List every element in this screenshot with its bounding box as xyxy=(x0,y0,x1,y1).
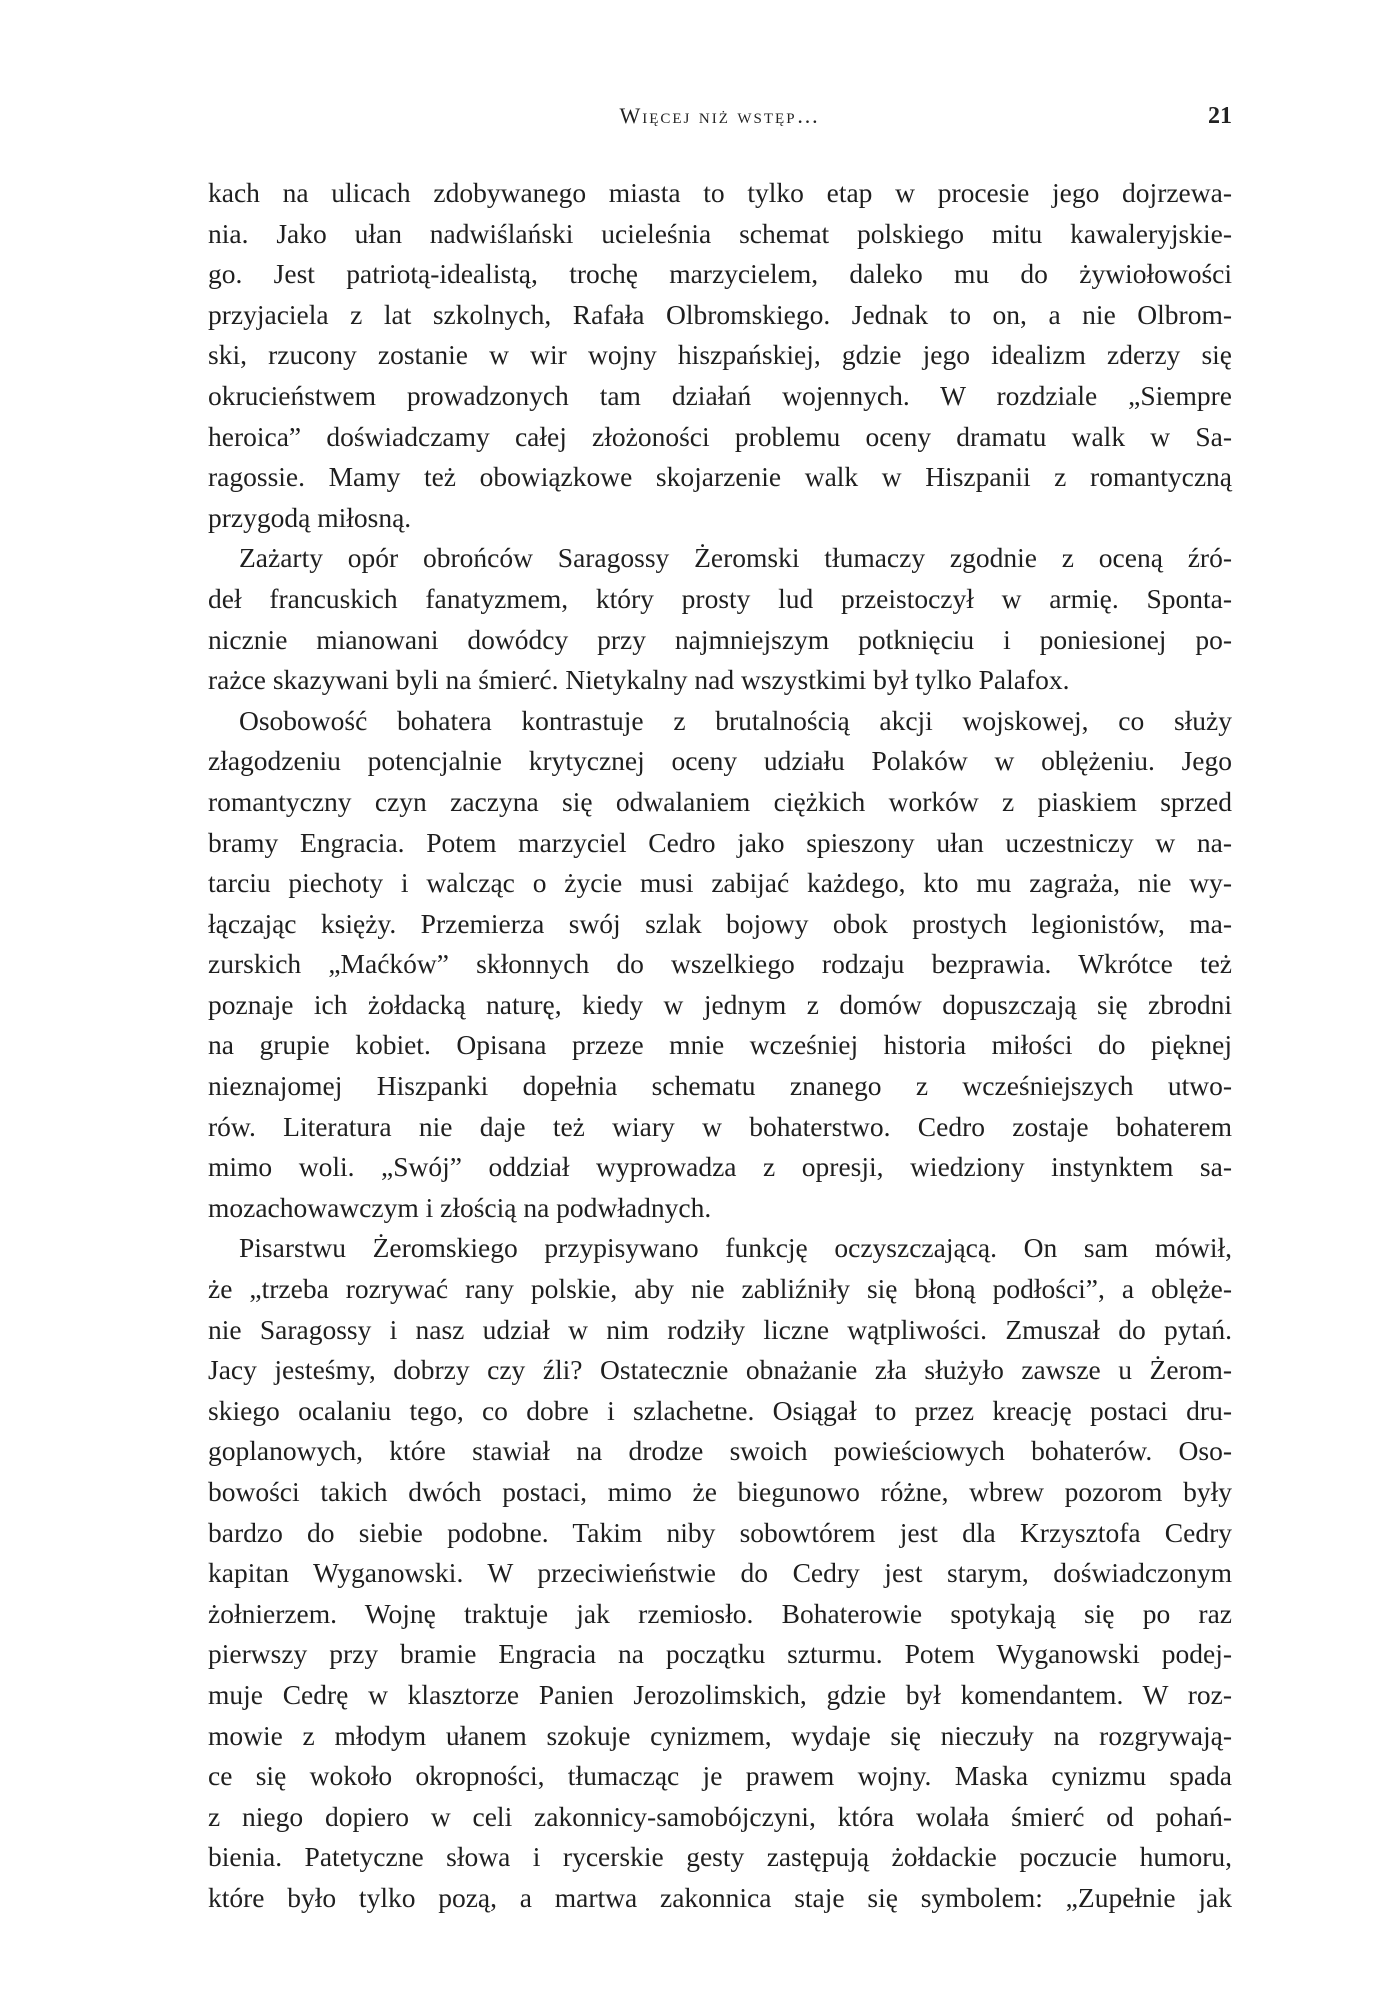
text-line: skiego ocalaniu tego, co dobre i szlachetne. Osiągał to przez kreację postaci dru- xyxy=(208,1394,1232,1426)
text-line: deł francuskich fanatyzmem, który prosty lud przeistoczył w armię. Sponta- xyxy=(208,582,1232,614)
text-line: nie Saragossy i nasz udział w nim rodziły liczne wątpliwości. Zmuszał do pytań. xyxy=(208,1313,1232,1345)
text-line: rów. Literatura nie daje też wiary w bohaterstwo. Cedro zostaje bohaterem xyxy=(208,1110,1232,1142)
text-line: rażce skazywani byli na śmierć. Nietykalny nad wszystkimi był tylko Palafox. xyxy=(208,664,1070,696)
text-line: ski, rzucony zostanie w wir wojny hiszpańskiej, gdzie jego idealizm zderzy się xyxy=(208,339,1232,371)
text-line: Jacy jesteśmy, dobrzy czy źli? Ostatecznie obnażanie zła służyło zawsze u Żerom- xyxy=(208,1354,1232,1386)
text-line: bramy Engracia. Potem marzyciel Cedro jako spieszony ułan uczestniczy w na- xyxy=(208,826,1232,858)
text-line: Zażarty opór obrońców Saragossy Żeromski tłumaczy zgodnie z oceną źró- xyxy=(239,542,1232,574)
text-line: poznaje ich żołdacką naturę, kiedy w jednym z domów dopuszczają się zbrodni xyxy=(208,988,1232,1020)
text-line: które było tylko pozą, a martwa zakonnica staje się symbolem: „Zupełnie jak xyxy=(208,1881,1232,1913)
text-line: kach na ulicach zdobywanego miasta to tylko etap w procesie jego dojrzewa- xyxy=(208,177,1232,208)
page-number: 21 xyxy=(1208,103,1232,129)
running-head xyxy=(208,103,1232,137)
body-text xyxy=(208,173,1232,1919)
paragraph-4 xyxy=(208,1228,1232,1918)
text-line: że „trzeba rozrywać rany polskie, aby nie zabliźniły się błoną podłości”, a oblęże- xyxy=(208,1273,1232,1305)
text-line: ce się wokoło okropności, tłumacząc je prawem wojny. Maska cynizmu spada xyxy=(208,1760,1232,1792)
text-line: łączając księży. Przemierza swój szlak bojowy obok prostych legionistów, ma- xyxy=(208,907,1232,939)
text-line: heroica” doświadczamy całej złożoności problemu oceny dramatu walk w Sa- xyxy=(208,420,1232,452)
text-line: zurskich „Maćków” skłonnych do wszelkiego rodzaju bezprawia. Wkrótce też xyxy=(208,948,1232,980)
text-line: Osobowość bohatera kontrastuje z brutalnością akcji wojskowej, co służy xyxy=(239,704,1232,736)
text-line: nicznie mianowani dowódcy przy najmniejszym potknięciu i poniesionej po- xyxy=(208,623,1232,655)
text-line: mimo woli. „Swój” oddział wyprowadza z opresji, wiedziony instynktem sa- xyxy=(208,1151,1232,1183)
text-line: romantyczny czyn zaczyna się odwalaniem ciężkich worków z piaskiem sprzed xyxy=(208,785,1232,817)
text-line: z niego dopiero w celi zakonnicy-samobójczyni, która wolała śmierć od pohań- xyxy=(208,1800,1232,1832)
text-line: Pisarstwu Żeromskiego przypisywano funkcję oczyszczającą. On sam mówił, xyxy=(239,1232,1232,1264)
text-line: nieznajomej Hiszpanki dopełnia schematu znanego z wcześniejszych utwo- xyxy=(208,1070,1232,1102)
text-line: okrucieństwem prowadzonych tam działań wojennych. W rozdziale „Siempre xyxy=(208,379,1232,411)
text-line: muje Cedrę w klasztorze Panien Jerozolimskich, gdzie był komendantem. W roz- xyxy=(208,1678,1232,1710)
paragraph-2 xyxy=(208,538,1232,700)
text-line: żołnierzem. Wojnę traktuje jak rzemiosło. Bohaterowie spotykają się po raz xyxy=(208,1597,1232,1629)
text-line: ragossie. Mamy też obowiązkowe skojarzenie walk w Hiszpanii z romantyczną xyxy=(208,461,1232,493)
text-line: złagodzeniu potencjalnie krytycznej oceny udziału Polaków w oblężeniu. Jego xyxy=(208,745,1232,777)
text-line: bardzo do siebie podobne. Takim niby sobowtórem jest dla Krzysztofa Cedry xyxy=(208,1516,1232,1548)
text-line: przyjaciela z lat szkolnych, Rafała Olbromskiego. Jednak to on, a nie Olbrom- xyxy=(208,298,1232,330)
paragraph-1 xyxy=(208,173,1232,538)
text-line: mowie z młodym ułanem szokuje cynizmem, wydaje się nieczuły na rozgrywają- xyxy=(208,1719,1232,1751)
text-line: tarciu piechoty i walcząc o życie musi zabijać każdego, kto mu zagraża, nie wy- xyxy=(208,867,1232,899)
text-line: pierwszy przy bramie Engracia na początku szturmu. Potem Wyganowski podej- xyxy=(208,1638,1232,1670)
text-line: nia. Jako ułan nadwiślański ucieleśnia schemat polskiego mitu kawaleryjskie- xyxy=(208,217,1232,249)
text-line: goplanowych, które stawiał na drodze swoich powieściowych bohaterów. Oso- xyxy=(208,1435,1232,1467)
text-line: kapitan Wyganowski. W przeciwieństwie do Cedry jest starym, doświadczonym xyxy=(208,1557,1232,1589)
text-line: mozachowawczym i złością na podwładnych. xyxy=(208,1191,712,1223)
running-title: Więcej niż wstęp… xyxy=(619,103,821,128)
text-line: bienia. Patetyczne słowa i rycerskie gesty zastępują żołdackie poczucie humoru, xyxy=(208,1841,1232,1873)
text-line: go. Jest patriotą-idealistą, trochę marzycielem, daleko mu do żywiołowości xyxy=(208,258,1232,290)
paragraph-3 xyxy=(208,701,1232,1229)
text-line: przygodą miłosną. xyxy=(208,501,412,533)
text-line: bowości takich dwóch postaci, mimo że biegunowo różne, wbrew pozorom były xyxy=(208,1476,1232,1507)
text-line: na grupie kobiet. Opisana przeze mnie wcześniej historia miłości do pięknej xyxy=(208,1029,1232,1061)
